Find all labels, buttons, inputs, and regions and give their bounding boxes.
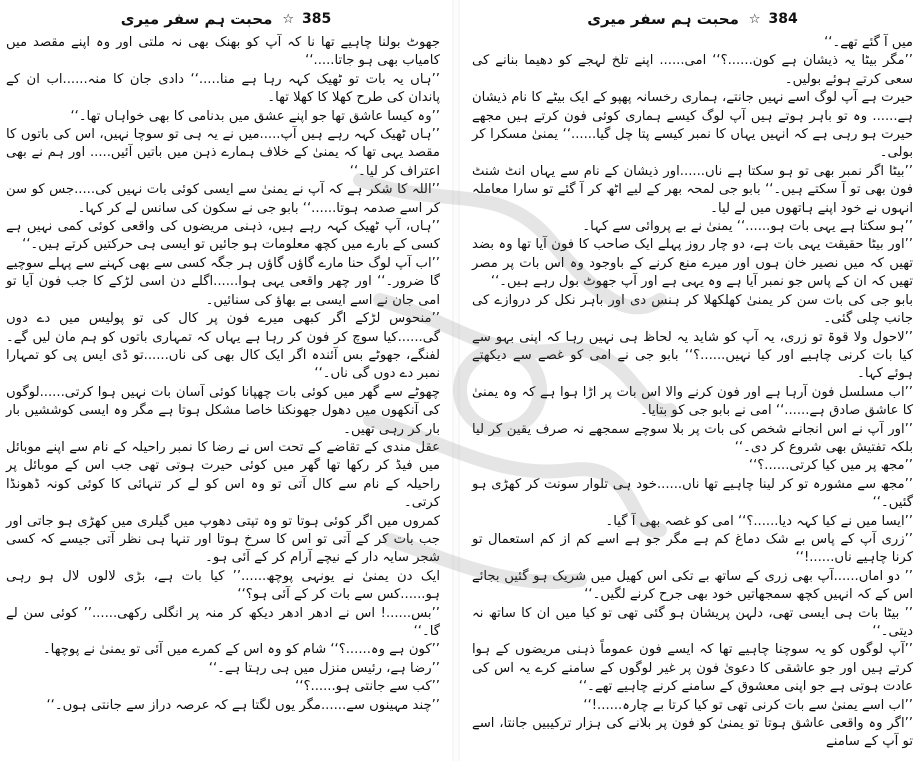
paragraph: ’’رضا ہے، رئیس منزل میں ہی رہتا ہے۔‘‘: [208, 660, 440, 676]
page-number-left: 385: [302, 11, 332, 27]
page-header-right: [462, 8, 921, 30]
paragraph: کمروں میں اگر کوئی ہوتا تو وہ تپتی دھوپ میں گیلری میں کھڑی ہو جاتی اور جب بات کر کے آتی تو اس کا سرخ ہوتا اور تنہا ہی نظر آتی جیسے کہ کسی شجر سایہ دار کے نیچے آرام کر کے آئی ہو۔: [6, 513, 440, 566]
star-icon: ☆: [282, 11, 295, 27]
paragraph: ’’چند مہینوں سے......مگر یوں لگتا ہے کہ عرصہ دراز سے جانتی ہوں۔‘‘: [46, 697, 440, 713]
page-right: [462, 0, 921, 761]
paragraph: ’’منحوس لڑکے اگر کبھی میرے فون پر کال کی تو پولیس میں دے دوں گی......کیا سوچ کر فون کر رہا ہے یہاں کہ تمہاری باتوں کو ہم مان لیں گے۔ لفنگے، جھوٹے بس آئندہ اگر ایک کال بھی کی ناں......تو ڈی ایس پی کو تمہارا نمبر دے دوں گی ناں۔‘‘: [6, 311, 440, 382]
paragraph: ’’کون ہے وہ......؟‘‘ شام کو وہ اس کے کمرے میں آئی تو یمنیٰ نے پوچھا۔: [42, 642, 440, 658]
paragraph: ’’ دو اماں......آپ بھی زری کے ساتھ بے تکی اس کھیل میں شریک ہو گئیں بجائے اس کے کہ انہیں کچھ سمجھاتیں خود بھی جرح کرنے لگیں۔‘‘: [472, 568, 913, 603]
paragraph: ایک دن یمنیٰ نے یونہی پوچھ......’’ کیا بات ہے، بڑی لالوں لال ہو رہی ہو......کس سے بات کر کے آئی ہو؟‘‘: [6, 568, 440, 603]
paragraph: ’’بیٹا اگر نمبر بھی تو ہو سکتا ہے ناں......اور ذیشان کے نام سے یہاں انٹ شنٹ فون بھی تو آ سکتے ہیں۔‘‘ بابو جی لمحہ بھر کے لیے اٹھ کر آ گئے تو سارا معاملہ انہوں نے خود اپنے ہاتھوں میں لے لیا۔: [472, 163, 913, 216]
paragraph: ’’وہ کیسا عاشق تھا جو اپنے عشق میں بدنامی کا بھی خواہاں تھا۔‘‘: [70, 108, 440, 124]
paragraph: ’’اب اسے یمنیٰ سے بات کرنی تھی تو کیا کرتا بے چارہ......!‘‘: [583, 697, 913, 713]
paragraph: ’’بس......! اس نے ادھر ادھر دیکھ کر منہ پر انگلی رکھی......’’ کوئی سن لے گا۔‘‘: [6, 605, 440, 639]
book-gutter: [452, 0, 460, 761]
paragraph: ’’اور بیٹا حقیقت یہی بات ہے، دو چار روز پہلے ایک صاحب کا فون آیا تھا وہ بضد تھیں کہ میں نصیر خان ہوں اور میرے منع کرنے کے باوجود وہ اس بات پر مصر تھیں کہ ان کے پاس جو نمبر آیا ہے وہ یہی ہے اور آپ جھوٹ بول رہے ہیں۔‘‘: [472, 237, 913, 290]
paragraph: ’’ہو سکتا ہے یہی بات ہو......‘‘ یمنیٰ نے بے پروائی سے کہا۔: [582, 219, 913, 235]
paragraph: جھوٹ بولنا چاہیے تھا نا کہ آپ کو بھنک بھی نہ ملتی اور وہ اپنے مقصد میں کامیاب بھی ہو جاتا.....‘‘: [6, 35, 440, 69]
paragraph: حیرت ہے آپ لوگ اسے نہیں جانتے، ہماری رخسانہ پھپو کے ایک بیٹے کا نام ذیشان ہے...... وہ تو باہر ہوتے ہیں آپ لوگ کیسے ہماری کوئی فون کرتے ہیں مجھے حیرت ہو رہی ہے کہ انہیں یہاں کا نمبر کیسے پتا چل گیا......‘‘ یمنیٰ مسکرا کر بولی۔: [472, 90, 913, 161]
paragraph: ’’اللہ کا شکر ہے کہ آپ نے یمنیٰ سے ایسی کوئی بات نہیں کی.....جس کو سن کر اسے صدمہ ہوتا......‘‘ بابو جی نے سکون کی سانس لے کر کہا۔: [6, 182, 440, 216]
page-number-right: 384: [768, 11, 798, 27]
paragraph: ’’ بیٹا بات ہی ایسی تھی، دلہن پریشان ہو گئی تھی تو کیا میں ان کا ساتھ نہ دیتی۔‘‘: [472, 605, 913, 639]
paragraph: عقل مندی کے تقاضے کے تحت اس نے رضا کا نمبر راحیلہ کے نام سے اپنے موبائل میں فیڈ کر رکھا تھا گھر میں کوئی حیرت ہوتی تھی جب اس کے موبائل پر راحیلہ کے نام سے کال آتی تو وہ اس کو لے کر تنہائی کا کوئی کونہ ڈھونڈا کرتی۔: [6, 439, 440, 511]
paragraph: ’’ہاں ٹھیک کہہ رہے ہیں آپ.....میں نے یہ ہی تو سوچا نہیں، اس کی باتوں کا مقصد یہی تھا کہ یمنیٰ کے خلاف ہمارے ذہن میں باتیں آئیں..... اور ہم نے بھی اعتراف کر لیا۔‘‘: [6, 127, 440, 179]
paragraph: میں آ گئے تھے۔‘‘: [824, 35, 913, 50]
page-left: [0, 0, 450, 761]
paragraph: ’’لاحول ولا قوۃ تو زری، یہ آپ کو شاید یہ لحاظ ہی نہیں رہا کہ اپنی بہو سے کیا بات کرنی چاہیے اور کیا نہیں......؟‘‘ بابو جی نے امی کو غصے سے دیکھتے ہوئے کہا۔: [472, 329, 913, 382]
paragraph: ’’اور آپ نے اس انجانے شخص کی بات پر بلا سوچے سمجھے نہ صرف یقین کر لیا بلکہ تفتیش بھی شروع کر دی۔‘‘: [472, 421, 913, 455]
running-title-left: محبت ہم سفر میری: [120, 10, 273, 28]
paragraph: ’’ہاں، آپ ٹھیک کہہ رہے ہیں، ذہنی مریضوں کی واقعی کوئی کمی نہیں ہے کسی کے بارے میں کچھ معلومات ہو جائیں تو ایسی ہی حرکتیں کرتے ہیں۔‘‘: [6, 219, 440, 253]
paragraph: ’’ہاں یہ بات تو ٹھیک کہہ رہا ہے منا.....‘‘ دادی جان کا منہ......اب ان کے پاندان کی طرح کھلا کا کھلا تھا۔: [6, 71, 440, 106]
running-title-right: محبت ہم سفر میری: [587, 10, 739, 28]
paragraph: ’’آپ لوگوں کو یہ سوچنا چاہیے تھا کہ ایسے فون عموماً ذہنی مریضوں کے ہوا کرتے ہیں اور جو عاشقی کا دعویٰ فون پر غیر لوگوں کے سامنے کرے یہ اس کی عادت ہوتی ہے جو اپنی معشوق کے سامنے کرنے چاہیے تھے۔‘‘: [472, 642, 913, 695]
paragraph: ’’مجھ پر میں کیا کرتی......؟‘‘: [748, 458, 913, 474]
paragraph: ’’زری آپ کے پاس بے شک دماغ کم ہے مگر جو ہے اسے کم از کم استعمال تو کرنا چاہیے ناں......!‘‘: [472, 531, 913, 566]
paragraph: ’’کب سے جانتی ہو......؟‘‘: [295, 679, 440, 695]
star-icon: ☆: [748, 11, 761, 27]
paragraph: ’’مگر بیٹا یہ ذیشان ہے کون......؟‘‘ امی...... اپنے تلخ لہجے کو دھیما بنانے کی سعی کرتے ہوئے بولیں۔: [472, 53, 913, 87]
page-body-right: [472, 34, 913, 755]
paragraph: بابو جی کی بات سن کر یمنیٰ کھلکھلا کر ہنس دی اور باہر نکل کر دروازے کی جانب چلی گئی۔: [472, 292, 913, 327]
paragraph: ’’مجھ سے مشورہ تو کر لینا چاہیے تھا ناں......خود ہی تلوار سونت کر کھڑی ہو گئیں۔‘‘: [472, 476, 913, 511]
paragraph: ’’ایسا میں نے کیا کہہ دیا......؟‘‘ امی کو غصہ بھی آ گیا۔: [605, 513, 913, 529]
paragraph: ’’اب آپ لوگ حنا مارے گاؤں گاؤں ہر جگہ کسی سے بھی کہنے سے پہلے سوچیے گا ضرور۔‘‘ اور چھر واقعی یہی ہوا......اگلے دن اسی لڑکے کا جب فون آیا تو امی جان نے اسے ایسی بے بھاؤ کی سنائیں۔: [6, 255, 440, 308]
page-header-left: [0, 8, 450, 30]
paragraph: ’’اب مسلسل فون آرہا ہے اور فون کرنے والا اس بات پر اڑا ہوا ہے کہ وہ یمنیٰ کا عاشق صادق ہے......‘‘ امی نے بابو جی کو بتایا۔: [472, 384, 913, 419]
paragraph: چھوٹے سے گھر میں کوئی بات چھپانا کوئی آسان بات نہیں ہوا کرتی......لوگوں کی آنکھوں میں دھول جھونکنا خاصا مشکل ہوتا ہے مگر وہ ایسی کوششیں بار بار کر رہی تھیں۔: [6, 384, 440, 437]
page-body-left: [6, 34, 440, 755]
paragraph: ’’اگر وہ واقعی عاشق ہوتا تو یمنیٰ کو فون پر بلانے کی ہزار ترکیبیں جانتا، اسے تو آپ کے سامنے: [472, 716, 913, 750]
